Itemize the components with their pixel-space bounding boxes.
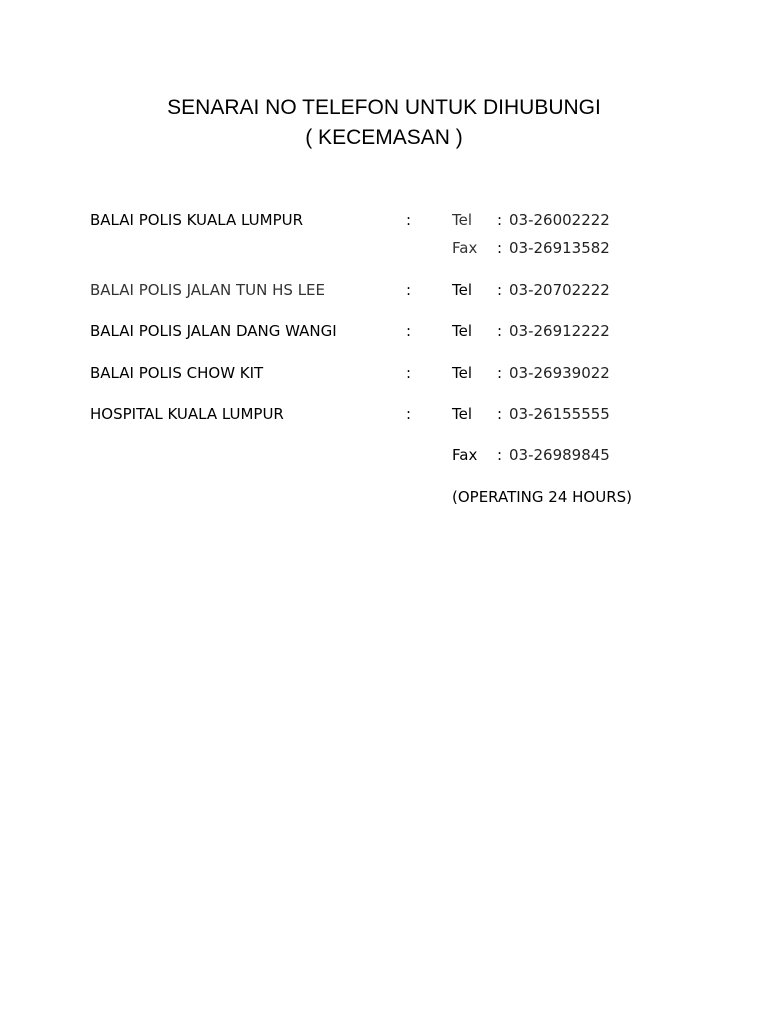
document-subtitle: ( KECEMASAN ) [305,126,463,149]
name-separator: : [406,322,412,340]
number-separator: : [497,446,503,464]
line-kind-label: Fax [452,446,478,464]
name-separator: : [406,211,412,229]
contact-row [0,486,768,508]
contact-row [0,320,768,342]
phone-number: 03-26939022 [509,364,610,382]
number-separator: : [497,405,503,423]
line-kind-label: Fax [452,239,478,257]
name-separator: : [406,364,412,382]
contact-name: HOSPITAL KUALA LUMPUR [90,405,284,423]
line-kind-label: Tel [452,405,473,423]
name-separator: : [406,281,412,299]
contact-row [0,237,768,259]
contact-row [0,279,768,301]
line-kind-label: Tel [452,281,473,299]
number-separator: : [497,239,503,257]
name-separator: : [406,405,412,423]
fax-number: 03-26913582 [509,239,610,257]
contact-name: BALAI POLIS KUALA LUMPUR [90,211,304,229]
fax-number: 03-26989845 [509,446,610,464]
line-kind-label: Tel [452,211,473,229]
number-separator: : [497,281,503,299]
document-title: SENARAI NO TELEFON UNTUK DIHUBUNGI [167,96,601,119]
phone-number: 03-20702222 [509,281,610,299]
contact-name: BALAI POLIS CHOW KIT [90,364,264,382]
phone-number: 03-26912222 [509,322,610,340]
phone-number: 03-26002222 [509,211,610,229]
contact-row [0,209,768,231]
contact-row [0,444,768,466]
contact-name: BALAI POLIS JALAN DANG WANGI [90,322,337,340]
number-separator: : [497,364,503,382]
contact-row [0,403,768,425]
line-kind-label: Tel [452,322,473,340]
number-separator: : [497,211,503,229]
line-kind-label: Tel [452,364,473,382]
contact-row [0,362,768,384]
contact-name: BALAI POLIS JALAN TUN HS LEE [90,281,326,299]
operating-hours-note: (OPERATING 24 HOURS) [452,488,633,506]
number-separator: : [497,322,503,340]
phone-number: 03-26155555 [509,405,610,423]
